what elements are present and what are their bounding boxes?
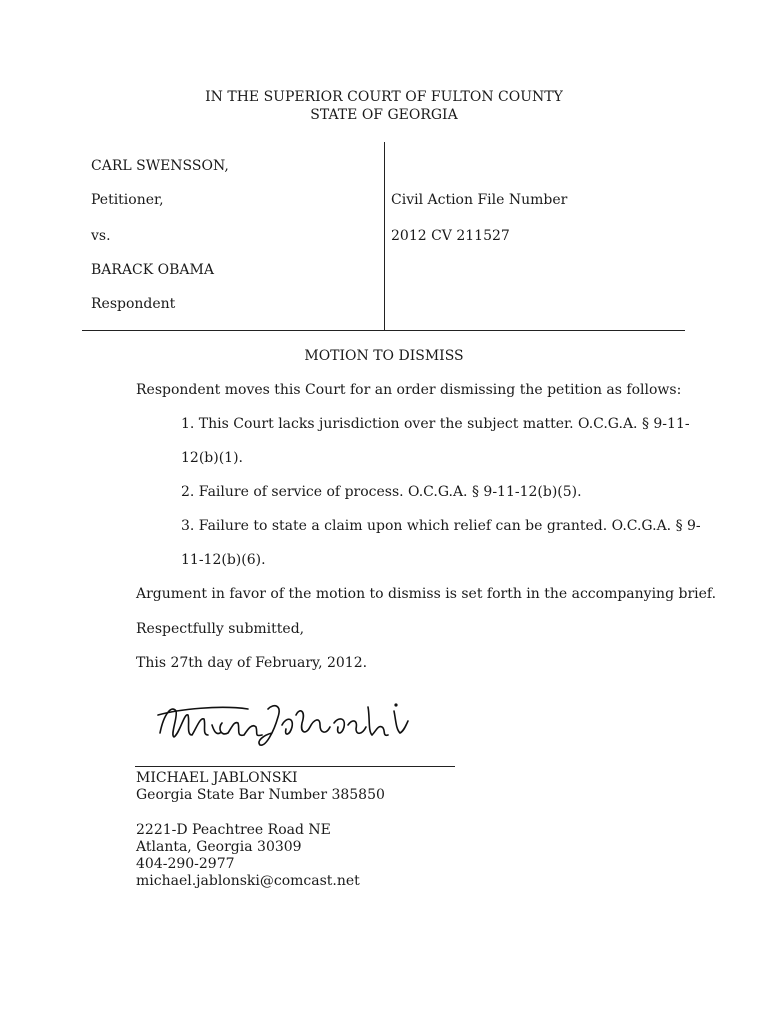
court-state: STATE OF GEORGIA <box>310 107 458 123</box>
versus-label: vs. <box>91 228 111 244</box>
petitioner-role: Petitioner, <box>91 192 164 208</box>
signature-line <box>135 766 455 767</box>
ground-3-line-1: 3. Failure to state a claim upon which relief can be granted. O.C.G.A. § 9- <box>181 518 701 534</box>
file-number: 2012 CV 211527 <box>391 228 510 244</box>
closing-line: Respectfully submitted, <box>136 621 305 637</box>
phone-number: 404-290-2977 <box>136 856 235 872</box>
caption-divider-horizontal <box>82 330 685 331</box>
address-line-1: 2221-D Peachtree Road NE <box>136 822 331 838</box>
motion-intro: Respondent moves this Court for an order dismissing the petition as follows: <box>136 382 682 398</box>
ground-2-line-1: 2. Failure of service of process. O.C.G.A. § 9-11-12(b)(5). <box>181 484 582 500</box>
caption-divider-vertical <box>384 142 385 330</box>
ground-3-line-2: 11-12(b)(6). <box>181 552 266 568</box>
address-line-2: Atlanta, Georgia 30309 <box>136 839 302 855</box>
file-number-label: Civil Action File Number <box>391 192 568 208</box>
date-line: This 27th day of February, 2012. <box>136 655 368 671</box>
email-address: michael.jablonski@comcast.net <box>136 873 360 889</box>
attorney-name: MICHAEL JABLONSKI <box>136 770 298 786</box>
handwritten-signature <box>150 695 415 755</box>
petitioner-name: CARL SWENSSON, <box>91 158 229 174</box>
respondent-name: BARACK OBAMA <box>91 262 214 278</box>
bar-number: Georgia State Bar Number 385850 <box>136 787 385 803</box>
ground-1-line-1: 1. This Court lacks jurisdiction over the subject matter. O.C.G.A. § 9-11- <box>181 416 690 432</box>
argument-statement: Argument in favor of the motion to dismiss is set forth in the accompanying brief. <box>136 586 717 602</box>
respondent-role: Respondent <box>91 296 176 312</box>
court-name: IN THE SUPERIOR COURT OF FULTON COUNTY <box>205 89 563 105</box>
motion-title: MOTION TO DISMISS <box>304 348 464 364</box>
ground-1-line-2: 12(b)(1). <box>181 450 243 466</box>
signature-text: Michael Jablonski <box>150 695 160 696</box>
